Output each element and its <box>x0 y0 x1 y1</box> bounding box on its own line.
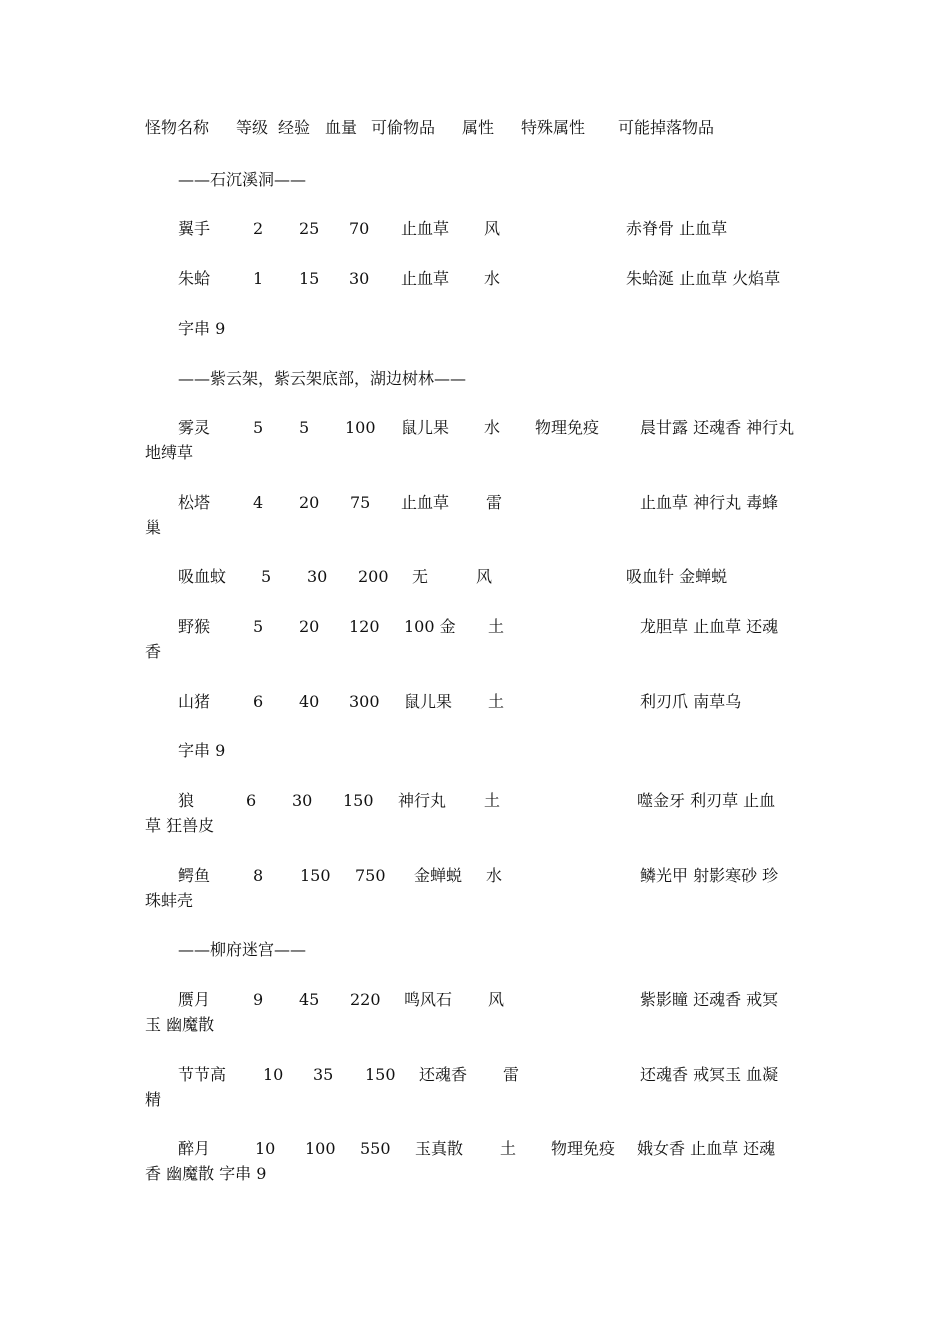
row-level: 6 <box>246 791 257 810</box>
row-steal: 止血草 <box>401 269 450 288</box>
section-title <box>0 369 950 395</box>
row-drops: 紫影瞳 还魂香 戒冥 <box>640 990 779 1009</box>
header-drop-items: 可能掉落物品 <box>618 118 715 137</box>
row-continuation <box>0 1015 950 1041</box>
row-hp: 75 <box>350 493 371 512</box>
row-hp: 200 <box>358 567 389 586</box>
row-attr: 风 <box>476 567 493 586</box>
row-steal: 神行丸 <box>398 791 447 810</box>
marker-text: 字串 9 <box>178 741 226 760</box>
row-level: 10 <box>263 1065 284 1084</box>
row-drops-continued: 地缚草 <box>145 443 194 462</box>
table-row <box>0 269 950 295</box>
row-drops: 晨甘露 还魂香 神行丸 <box>640 418 795 437</box>
row-hp: 220 <box>350 990 381 1009</box>
row-hp: 300 <box>349 692 380 711</box>
row-special: 物理免疫 <box>535 418 600 437</box>
table-row <box>0 567 950 593</box>
row-hp: 750 <box>355 866 386 885</box>
table-row <box>0 1065 950 1091</box>
table-row <box>0 219 950 245</box>
marker-line <box>0 741 950 767</box>
marker-text: 字串 9 <box>178 319 226 338</box>
row-drops-continued: 香 <box>145 642 162 661</box>
row-level: 8 <box>253 866 264 885</box>
row-name: 鳄鱼 <box>178 866 211 885</box>
row-drops-continued: 精 <box>145 1090 162 1109</box>
row-steal: 止血草 <box>401 219 450 238</box>
row-hp: 150 <box>343 791 374 810</box>
row-name: 吸血蚊 <box>178 567 227 586</box>
marker-line <box>0 319 950 345</box>
row-attr: 土 <box>488 692 505 711</box>
row-hp: 70 <box>349 219 370 238</box>
row-level: 10 <box>255 1139 276 1158</box>
row-continuation <box>0 1090 950 1116</box>
row-steal: 100 金 <box>404 617 456 636</box>
row-name: 山猪 <box>178 692 211 711</box>
row-name: 野猴 <box>178 617 211 636</box>
row-level: 5 <box>261 567 272 586</box>
row-hp: 100 <box>345 418 376 437</box>
row-exp: 40 <box>299 692 320 711</box>
section-title <box>0 170 950 196</box>
row-drops: 噬金牙 利刃草 止血 <box>637 791 776 810</box>
header-monster-name: 怪物名称 <box>145 118 210 137</box>
row-level: 5 <box>253 617 264 636</box>
row-attr: 风 <box>488 990 505 1009</box>
row-drops-continued: 巢 <box>145 518 162 537</box>
row-steal: 金蝉蜕 <box>414 866 463 885</box>
row-continuation <box>0 443 950 469</box>
table-row <box>0 692 950 718</box>
row-attr: 土 <box>488 617 505 636</box>
section-title-text: ——紫云架，紫云架底部，湖边树林—— <box>178 369 467 388</box>
header-hp: 血量 <box>325 118 358 137</box>
row-steal: 鸣风石 <box>404 990 453 1009</box>
row-drops: 止血草 神行丸 毒蜂 <box>640 493 779 512</box>
row-steal: 鼠儿果 <box>401 418 450 437</box>
row-drops-continued: 香 幽魔散 字串 9 <box>145 1164 267 1183</box>
header-exp: 经验 <box>278 118 311 137</box>
row-exp: 5 <box>299 418 310 437</box>
row-steal: 玉真散 <box>415 1139 464 1158</box>
row-attr: 水 <box>484 269 501 288</box>
table-row <box>0 990 950 1016</box>
row-hp: 550 <box>360 1139 391 1158</box>
table-row <box>0 866 950 892</box>
row-exp: 20 <box>299 617 320 636</box>
row-drops-continued: 草 狂兽皮 <box>145 816 215 835</box>
row-name: 翼手 <box>178 219 211 238</box>
row-name: 醉月 <box>178 1139 211 1158</box>
row-exp: 20 <box>299 493 320 512</box>
row-drops: 龙胆草 止血草 还魂 <box>640 617 779 636</box>
row-exp: 30 <box>307 567 328 586</box>
row-drops-continued: 玉 幽魔散 <box>145 1015 215 1034</box>
row-continuation <box>0 518 950 544</box>
row-level: 6 <box>253 692 264 711</box>
header-level: 等级 <box>236 118 269 137</box>
row-drops-continued: 珠蚌壳 <box>145 891 194 910</box>
row-exp: 35 <box>313 1065 334 1084</box>
row-attr: 水 <box>484 418 501 437</box>
row-level: 2 <box>253 219 264 238</box>
row-name: 狼 <box>178 791 195 810</box>
row-drops: 朱蛤涎 止血草 火焰草 <box>626 269 781 288</box>
table-row <box>0 418 950 444</box>
row-continuation <box>0 1164 950 1190</box>
row-steal: 无 <box>412 567 429 586</box>
section-title <box>0 940 950 966</box>
row-exp: 45 <box>299 990 320 1009</box>
row-drops: 还魂香 戒冥玉 血凝 <box>640 1065 779 1084</box>
row-steal: 还魂香 <box>419 1065 468 1084</box>
row-attr: 水 <box>486 866 503 885</box>
row-exp: 150 <box>300 866 331 885</box>
row-drops: 赤脊骨 止血草 <box>626 219 728 238</box>
row-continuation <box>0 816 950 842</box>
row-drops: 娥女香 止血草 还魂 <box>637 1139 776 1158</box>
row-exp: 30 <box>292 791 313 810</box>
row-continuation <box>0 891 950 917</box>
header-row <box>0 118 950 144</box>
section-title-text: ——石沉溪洞—— <box>178 170 307 189</box>
row-special: 物理免疫 <box>551 1139 616 1158</box>
table-row <box>0 1139 950 1165</box>
row-attr: 雷 <box>503 1065 520 1084</box>
row-level: 9 <box>253 990 264 1009</box>
table-row <box>0 791 950 817</box>
row-level: 5 <box>253 418 264 437</box>
row-continuation <box>0 642 950 668</box>
table-row <box>0 617 950 643</box>
row-name: 节节高 <box>178 1065 227 1084</box>
row-level: 1 <box>253 269 264 288</box>
row-name: 松塔 <box>178 493 211 512</box>
header-steal-item: 可偷物品 <box>371 118 436 137</box>
row-level: 4 <box>253 493 264 512</box>
row-steal: 止血草 <box>401 493 450 512</box>
header-attribute: 属性 <box>462 118 495 137</box>
row-drops: 利刃爪 南草乌 <box>640 692 742 711</box>
row-drops: 鳞光甲 射影寒砂 珍 <box>640 866 779 885</box>
row-exp: 100 <box>305 1139 336 1158</box>
row-name: 赝月 <box>178 990 211 1009</box>
header-special-attribute: 特殊属性 <box>521 118 586 137</box>
row-attr: 土 <box>500 1139 517 1158</box>
row-drops: 吸血针 金蝉蜕 <box>626 567 728 586</box>
row-attr: 雷 <box>486 493 503 512</box>
row-attr: 风 <box>484 219 501 238</box>
row-name: 朱蛤 <box>178 269 211 288</box>
row-hp: 150 <box>365 1065 396 1084</box>
row-attr: 土 <box>484 791 501 810</box>
row-steal: 鼠儿果 <box>404 692 453 711</box>
row-hp: 120 <box>349 617 380 636</box>
row-exp: 25 <box>299 219 320 238</box>
row-exp: 15 <box>299 269 320 288</box>
row-hp: 30 <box>349 269 370 288</box>
row-name: 雾灵 <box>178 418 211 437</box>
table-row <box>0 493 950 519</box>
section-title-text: ——柳府迷宫—— <box>178 940 307 959</box>
